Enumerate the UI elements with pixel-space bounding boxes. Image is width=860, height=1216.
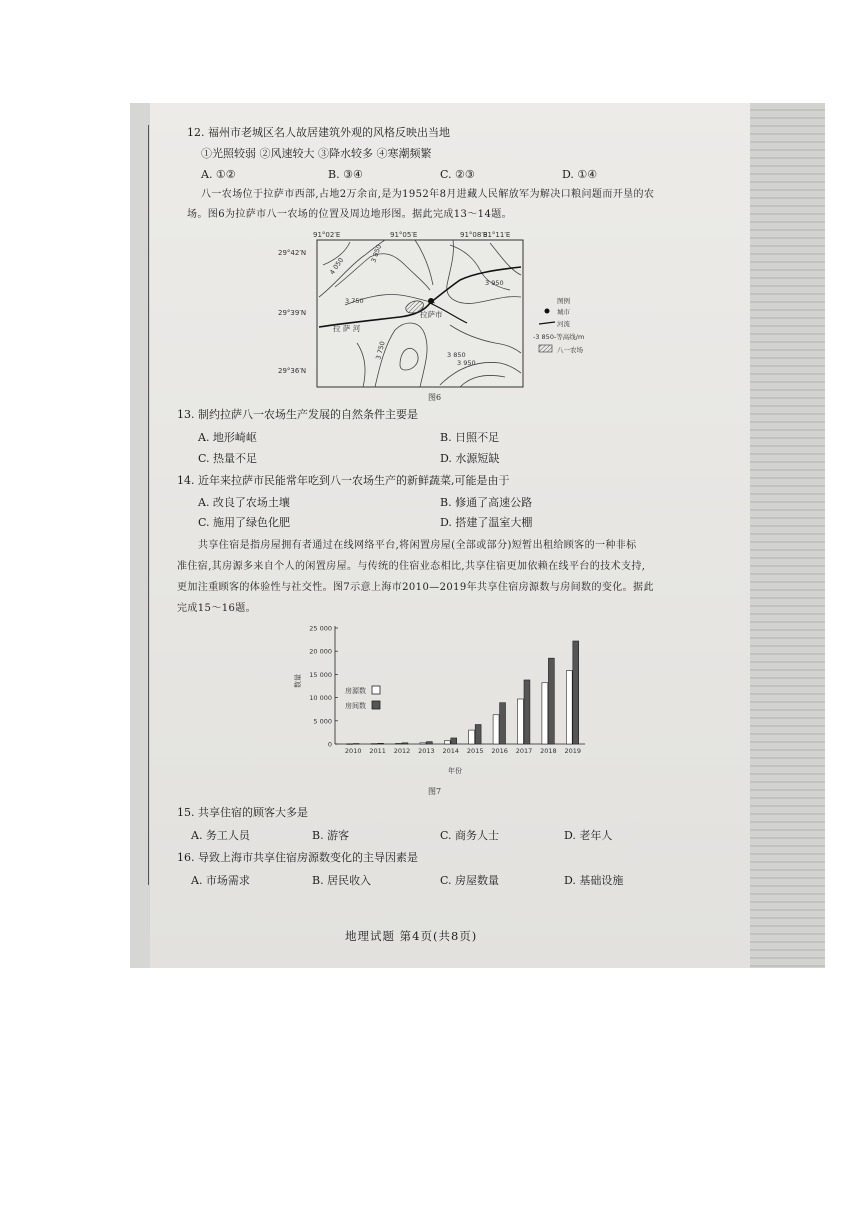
legend-farm-icon xyxy=(539,345,552,352)
q15-option-c: C. 商务人士 xyxy=(440,829,500,842)
chart-x-tick-label: 2018 xyxy=(540,747,557,755)
bar-rooms-2019 xyxy=(573,641,579,744)
q15-option-d: D. 老年人 xyxy=(564,829,613,842)
bar-rooms-2018 xyxy=(548,658,554,744)
q13-option-d: D. 水源短缺 xyxy=(440,452,500,465)
binding-margin-line xyxy=(148,125,149,885)
q15-option-b: B. 游客 xyxy=(312,829,350,842)
contour-label-3750-a: 3 750 xyxy=(345,297,364,305)
chart-x-tick-label: 2017 xyxy=(515,747,533,755)
bar-rooms-2014 xyxy=(451,738,457,744)
q12-option-b: B. ③④ xyxy=(328,168,363,181)
lhasa-city-dot xyxy=(428,298,434,304)
chart-ylabel: 数量 xyxy=(294,674,302,688)
chart-x-tick-label: 2013 xyxy=(418,747,435,755)
q16-option-c: C. 房屋数量 xyxy=(440,874,500,887)
legend-contour: -3 850-等高线/m xyxy=(533,333,585,341)
chart-y-tick-label: 0 xyxy=(327,740,332,749)
q12-option-c: C. ②③ xyxy=(440,168,475,181)
bar-rooms-2015 xyxy=(475,725,481,744)
intro2-line1: 共享住宿是指房屋拥有者通过在线网络平台,将闲置房屋(全部或部分)短暂出租给顾客的一种非标 xyxy=(198,540,637,551)
intro2-line2: 准住宿,其房源多来自个人的闲置房屋。与传统的住宿业态相比,共享住宿更加依赖在线平台的技术支持, xyxy=(177,561,646,572)
figure7-caption: 图7 xyxy=(428,787,442,796)
chart-legend xyxy=(345,686,380,710)
intro1-line2: 场。图6为拉萨市八一农场的位置及周边地形图。据此完成13～14题。 xyxy=(187,209,513,220)
contour-label-3850-a: 3 850 xyxy=(369,243,384,264)
lat-label-3: 29°36′N xyxy=(278,367,307,375)
legend-river: 河流 xyxy=(557,320,570,328)
chart-x-tick-label: 2015 xyxy=(466,747,484,755)
contour-label-3850-b: 3 850 xyxy=(447,351,466,359)
lat-label-1: 29°42′N xyxy=(278,249,307,257)
q12-items: ①光照较弱 ②风速较大 ③降水较多 ④寒潮频繁 xyxy=(201,147,432,160)
bar-chart-figure7 xyxy=(290,620,600,780)
intro2-line3: 更加注重顾客的体验性与社交性。图7示意上海市2010—2019年共享住宿房源数与房间数的变化。据此 xyxy=(177,582,654,593)
terrain-map-figure6 xyxy=(275,225,615,405)
legend-river-icon xyxy=(539,322,555,324)
chart-x-tick-label: 2014 xyxy=(442,747,460,755)
chart-x-tick-label: 2012 xyxy=(393,747,411,755)
legend-title: 图例 xyxy=(557,297,570,305)
bar-rooms-2017 xyxy=(524,680,530,744)
q12-option-a: A. ①② xyxy=(201,168,236,181)
q15-stem: 15. 共享住宿的顾客大多是 xyxy=(177,806,308,819)
q14-option-d: D. 搭建了温室大棚 xyxy=(440,516,533,529)
legend-city-icon xyxy=(545,309,550,314)
chart-y-tick-label: 20 000 xyxy=(309,647,332,656)
lon-label-3: 91°08′E xyxy=(460,231,488,239)
legend-series-1-label: 房源数 xyxy=(345,687,366,695)
q16-option-a: A. 市场需求 xyxy=(191,874,250,887)
q13-option-b: B. 日照不足 xyxy=(440,431,500,444)
chart-xlabel: 年份 xyxy=(448,767,462,775)
chart-y-tick-label: 25 000 xyxy=(309,624,332,633)
bar-listings-2010 xyxy=(347,744,353,745)
bar-rooms-2012 xyxy=(402,743,408,744)
figure6-caption: 图6 xyxy=(428,393,442,402)
chart-x-tick-label: 2011 xyxy=(369,747,386,755)
legend-series-1-swatch xyxy=(372,686,380,694)
q15-option-a: A. 务工人员 xyxy=(191,829,250,842)
lon-label-2: 91°05′E xyxy=(390,231,418,239)
map-legend xyxy=(533,296,584,354)
contour-label-4050: 4 050 xyxy=(328,256,346,277)
bar-listings-2013 xyxy=(420,743,426,744)
bar-listings-2012 xyxy=(396,743,402,744)
bar-listings-2018 xyxy=(542,683,548,744)
q13-option-c: C. 热量不足 xyxy=(198,452,258,465)
q14-option-a: A. 改良了农场土壤 xyxy=(198,496,290,509)
q13-option-a: A. 地形崎岖 xyxy=(198,431,257,444)
chart-x-tick-label: 2019 xyxy=(564,747,582,755)
lon-label-4: 91°11′E xyxy=(483,231,511,239)
lat-label-2: 29°39′N xyxy=(278,309,307,317)
city-label: 拉萨市 xyxy=(420,310,443,319)
page-footer: 地理试题 第4页(共8页) xyxy=(345,929,478,943)
bar-listings-2015 xyxy=(469,730,475,744)
bar-rooms-2013 xyxy=(426,742,432,744)
bar-rooms-2010 xyxy=(353,744,359,745)
bar-rooms-2011 xyxy=(378,743,384,744)
q13-stem: 13. 制约拉萨八一农场生产发展的自然条件主要是 xyxy=(177,408,418,421)
river-label: 拉 萨 河 xyxy=(333,324,361,333)
lon-label-1: 91°02′E xyxy=(313,231,341,239)
chart-x-tick-label: 2016 xyxy=(491,747,508,755)
bar-listings-2019 xyxy=(566,671,572,744)
q14-stem: 14. 近年来拉萨市民能常年吃到八一农场生产的新鲜蔬菜,可能是由于 xyxy=(177,474,510,487)
background-pages xyxy=(750,103,825,968)
q14-option-c: C. 施用了绿色化肥 xyxy=(198,516,291,529)
q14-option-b: B. 修通了高速公路 xyxy=(440,496,533,509)
bar-listings-2016 xyxy=(493,715,499,744)
contour-label-3950-b: 3 950 xyxy=(457,359,476,367)
q16-option-b: B. 居民收入 xyxy=(312,874,372,887)
legend-series-2-swatch xyxy=(372,701,380,709)
bar-listings-2017 xyxy=(518,699,524,744)
contour-label-3950-a: 3 950 xyxy=(485,279,504,287)
intro2-line4: 完成15～16题。 xyxy=(177,603,257,614)
chart-x-tick-label: 2010 xyxy=(344,747,362,755)
q16-stem: 16. 导致上海市共享住宿房源数变化的主导因素是 xyxy=(177,851,418,864)
chart-y-tick-label: 5 000 xyxy=(313,717,332,726)
chart-y-tick-label: 10 000 xyxy=(309,694,332,703)
q12-option-d: D. ①④ xyxy=(562,168,598,181)
legend-farm: 八一农场 xyxy=(557,346,583,354)
intro1-line1: 八一农场位于拉萨市西部,占地2万余亩,是为1952年8月进藏人民解放军为解决口粮问题而开垦的农 xyxy=(201,189,655,200)
legend-series-2-label: 房间数 xyxy=(345,702,366,710)
bar-listings-2011 xyxy=(371,744,377,745)
chart-y-tick-label: 15 000 xyxy=(309,670,332,679)
contour-label-3750-b: 3 750 xyxy=(374,340,387,361)
bar-rooms-2016 xyxy=(500,703,506,744)
bar-listings-2014 xyxy=(444,741,450,744)
q16-option-d: D. 基础设施 xyxy=(564,874,624,887)
q12-stem: 12. 福州市老城区名人故居建筑外观的风格反映出当地 xyxy=(187,126,450,139)
legend-city: 城市 xyxy=(557,308,570,316)
